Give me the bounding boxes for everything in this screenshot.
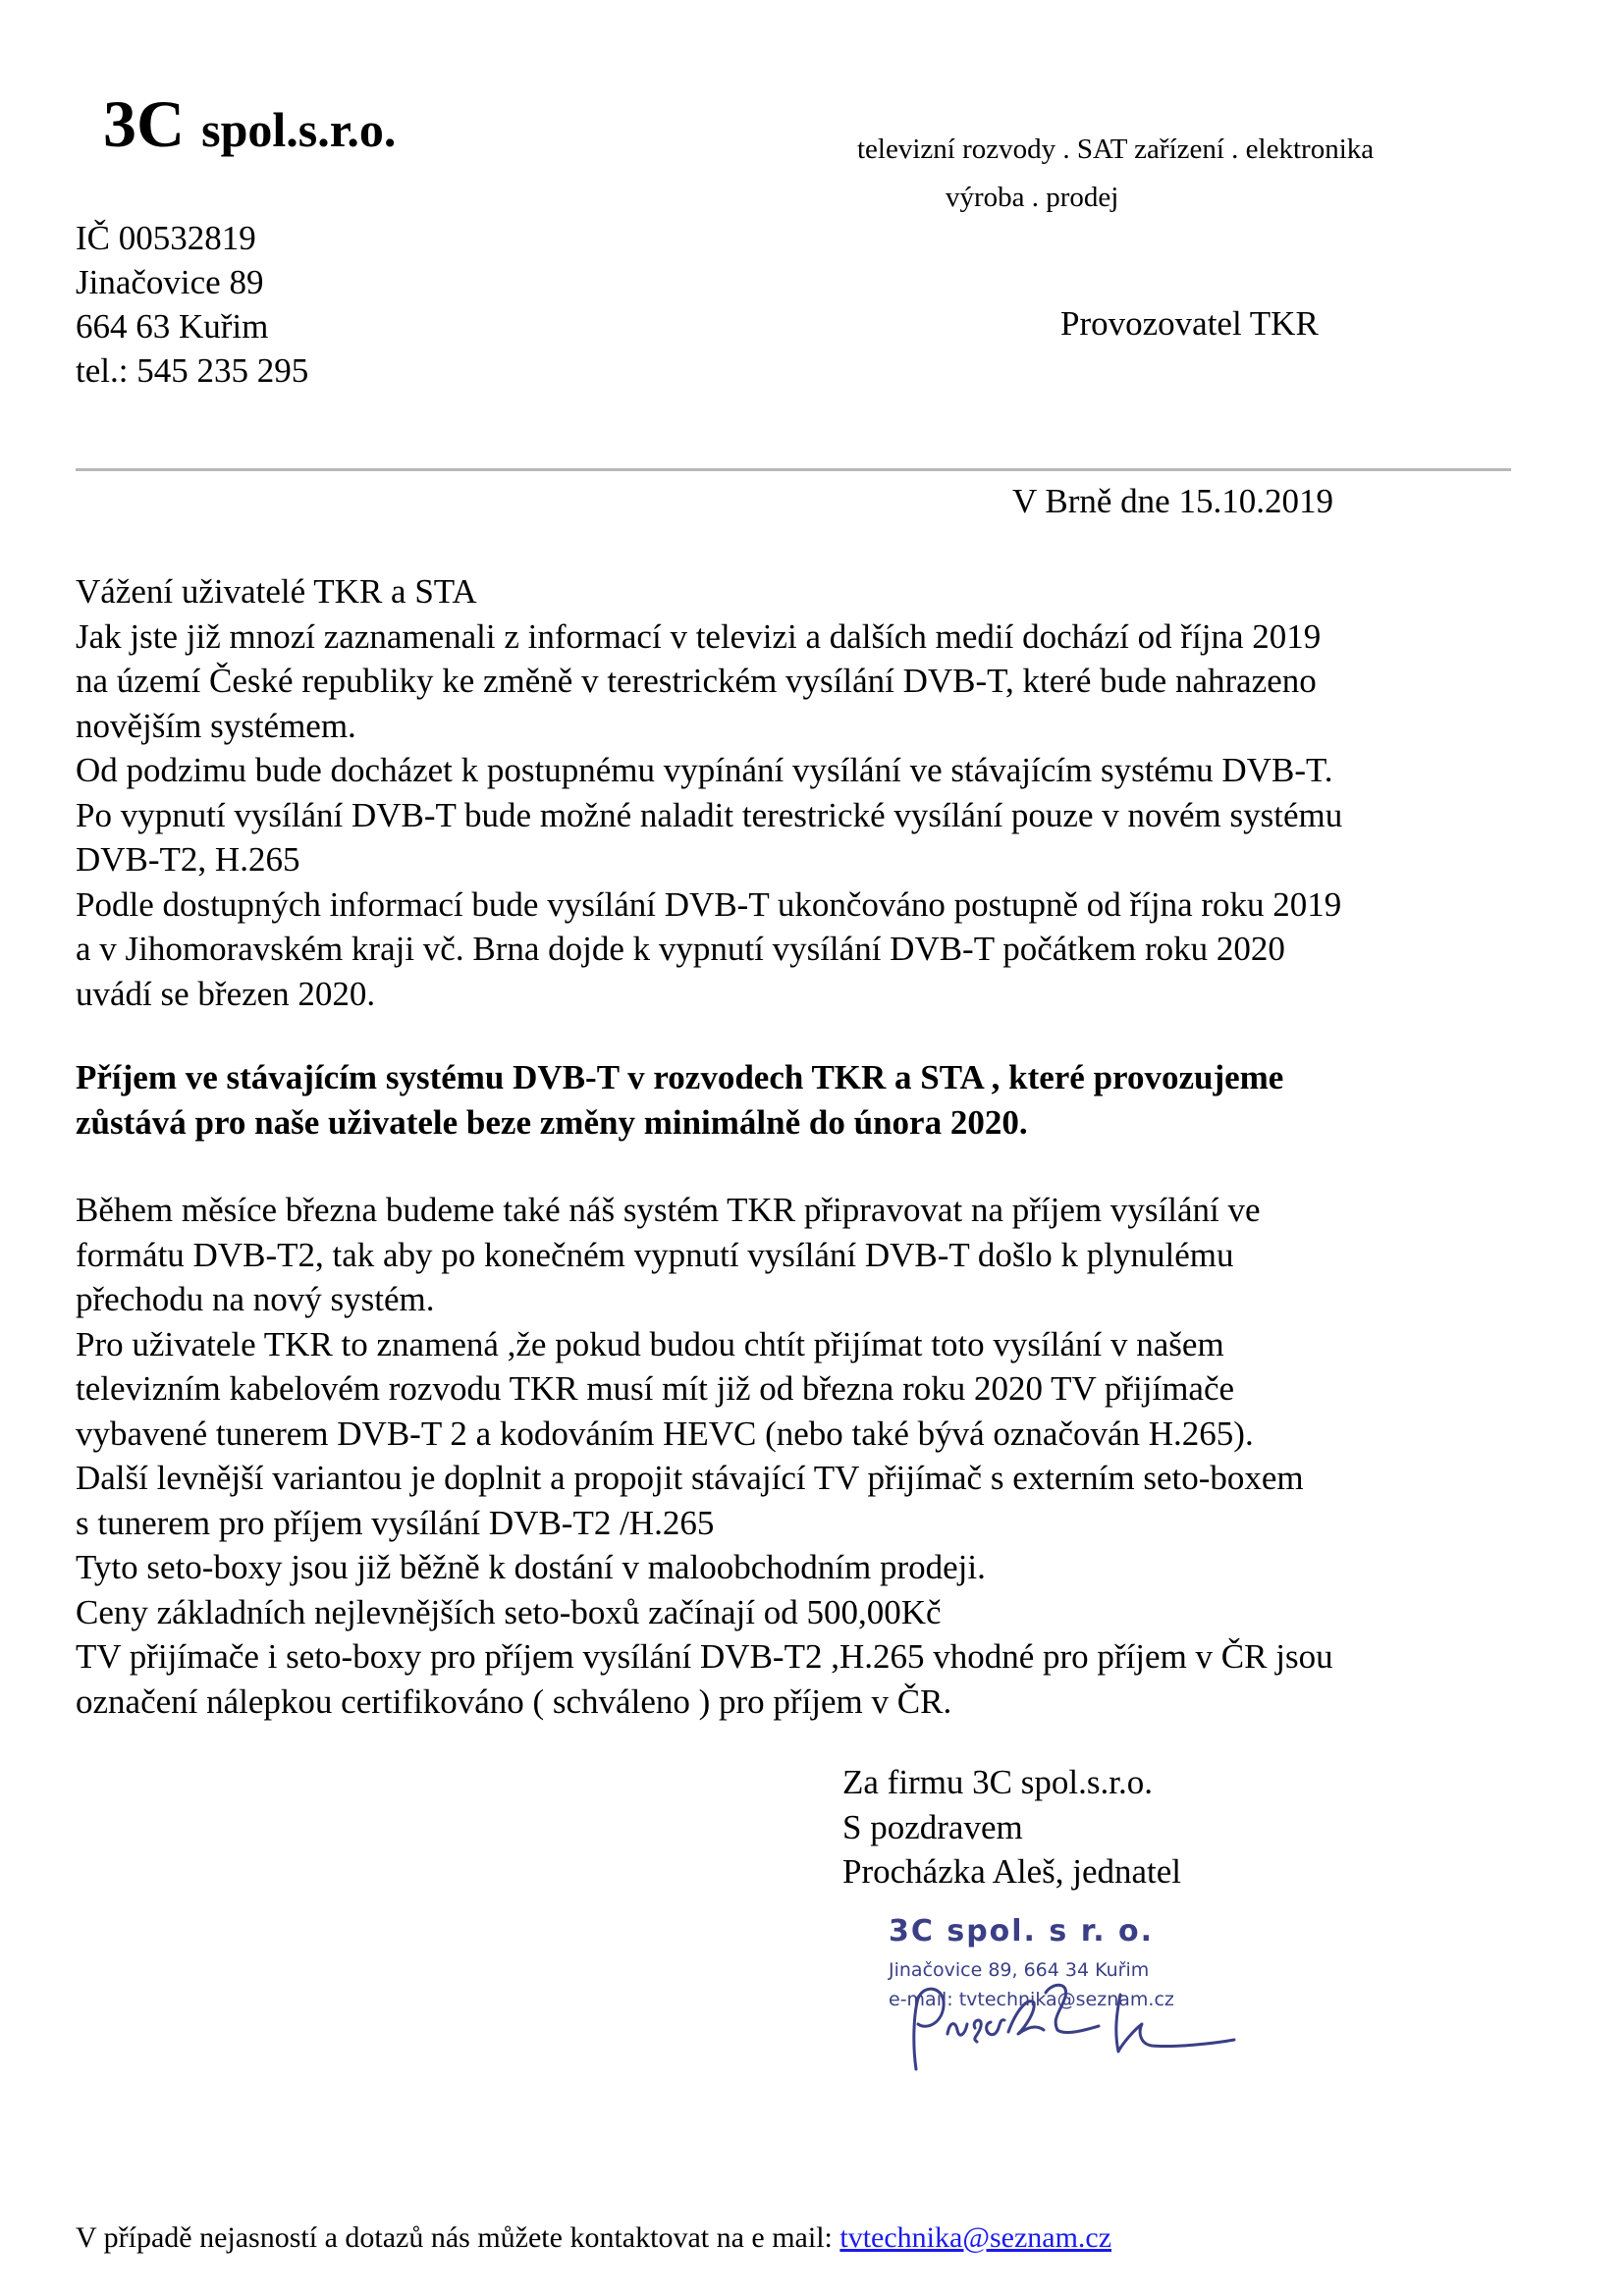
stamp-address: Jinačovice 89, 664 34 Kuřim	[889, 1959, 1150, 1981]
closing-company: Za firmu 3C spol.s.r.o.	[842, 1763, 1153, 1801]
body-line: uvádí se březen 2020.	[76, 974, 376, 1013]
body-line: Pro uživatele TKR to znamená ,že pokud budou chtít přijímat toto vysílání v našem	[76, 1324, 1224, 1363]
body-line: Jak jste již mnozí zaznamenali z informací v televizi a dalších medií dochází od října 2019	[76, 616, 1322, 656]
body-line: Tyto seto-boxy jsou již běžně k dostání v maloobchodním prodeji.	[76, 1548, 986, 1586]
closing-block	[842, 1760, 1181, 1895]
company-tagline-services: televizní rozvody . SAT zařízení . elektronika	[857, 133, 1375, 165]
letter-intro-paragraph	[76, 569, 1342, 1016]
body-line: Od podzimu bude docházet k postupnému vypínání vysílání ve stávajícím systému DVB-T.	[76, 751, 1333, 789]
body-line: a v Jihomoravském kraji vč. Brna dojde k vypnutí vysílání DVB-T počátkem roku 2020	[76, 930, 1285, 968]
closing-greeting: S pozdravem	[842, 1807, 1023, 1846]
company-stamp	[889, 1914, 1242, 2101]
body-line: Další levnější variantou je doplnit a propojit stávající TV přijímač s externím seto-boxem	[76, 1459, 1304, 1497]
body-line: Během měsíce března budeme také náš systém TKR připravovat na příjem vysílání ve	[76, 1191, 1261, 1229]
body-line: televizním kabelovém rozvodu TKR musí mít již od března roku 2020 TV přijímače	[76, 1369, 1235, 1408]
body-line: na území České republiky ke změně v terestrickém vysílání DVB-T, které bude nahrazeno	[76, 662, 1317, 700]
body-line: DVB-T2, H.265	[76, 840, 300, 879]
body-line: formátu DVB-T2, tak aby po konečném vypnutí vysílání DVB-T došlo k plynulému	[76, 1235, 1234, 1274]
footer-contact-text: V případě nejasností a dotazů nás můžete kontaktovat na e mail:	[76, 2221, 840, 2254]
stamp-email: e-mail: tvtechnika@seznam.cz	[889, 1989, 1174, 2010]
bold-notice-paragraph	[76, 1055, 1283, 1145]
body-line: TV přijímače i seto-boxy pro příjem vysílání DVB-T2 ,H.265 vhodné pro příjem v ČR jsou	[76, 1637, 1333, 1676]
company-phone: tel.: 545 235 295	[76, 351, 309, 390]
body-line: přechodu na nový systém.	[76, 1280, 435, 1318]
footer-email-link[interactable]: tvtechnika@seznam.cz	[839, 2221, 1112, 2254]
body-line: Po vypnutí vysílání DVB-T bude možné naladit terestrické vysílání pouze v novém systému	[76, 795, 1343, 834]
company-tagline-sales: výroba . prodej	[946, 182, 1119, 213]
signatory-name: Procházka Aleš, jednatel	[842, 1852, 1182, 1891]
company-name-legal-form: spol.s.r.o.	[201, 102, 397, 157]
letter-date: V Brně dne 15.10.2019	[1012, 482, 1333, 520]
company-name	[103, 86, 397, 161]
footer-contact	[76, 2223, 1111, 2253]
body-line: s tunerem pro příjem vysílání DVB-T2 /H.265	[76, 1503, 715, 1542]
body-line: Podle dostupných informací bude vysílání DVB-T ukončováno postupně od října roku 2019	[76, 884, 1342, 924]
company-name-short: 3C	[103, 86, 186, 161]
company-city: 664 63 Kuřim	[76, 307, 269, 346]
body-line: označení nálepkou certifikováno ( schváleno ) pro příjem v ČR.	[76, 1682, 952, 1721]
bold-notice-line: zůstává pro naše uživatele beze změny minimálně do února 2020.	[76, 1102, 1028, 1142]
operator-label: Provozovatel TKR	[1060, 304, 1319, 343]
company-id: IČ 00532819	[76, 219, 256, 257]
bold-notice-line: Příjem ve stávajícím systému DVB-T v rozvodech TKR a STA , které provozujeme	[76, 1058, 1284, 1096]
letter-details-paragraph	[76, 1188, 1333, 1724]
handwritten-signature	[889, 1914, 1242, 2101]
salutation: Vážení uživatelé TKR a STA	[76, 572, 477, 611]
body-line: novějším systémem.	[76, 706, 356, 745]
body-line: Ceny základních nejlevnějších seto-boxů začínají od 500,00Kč	[76, 1592, 942, 1631]
header-divider	[76, 468, 1511, 471]
company-street: Jinačovice 89	[76, 263, 264, 301]
company-contact-block	[76, 216, 308, 393]
stamp-company-name: 3C spol. s r. o.	[889, 1914, 1155, 1949]
body-line: vybavené tunerem DVB-T 2 a kodováním HEVC (nebo také bývá označován H.265).	[76, 1414, 1254, 1453]
